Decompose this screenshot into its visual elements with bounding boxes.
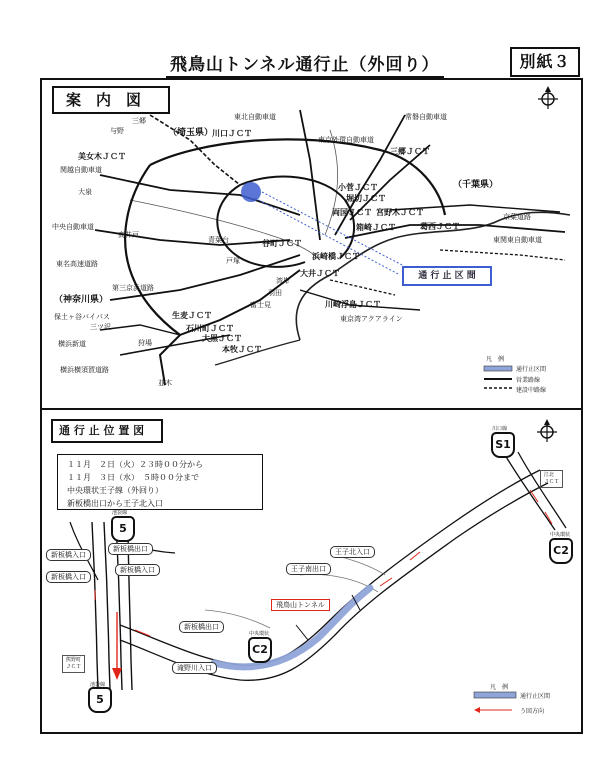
route-shield-c2-right: C2 <box>549 538 573 564</box>
ramp-sign: 王子南出口 <box>286 563 331 575</box>
place-label: 大泉 <box>78 188 92 196</box>
attachment-badge: 別紙３ <box>510 47 580 77</box>
tunnel-label: 飛鳥山トンネル <box>271 599 330 611</box>
shield-caption: 池袋線 <box>112 510 128 516</box>
route-shield-s1: S1 <box>491 432 515 458</box>
expressway-label: 東京外環自動車道 <box>318 136 374 144</box>
schedule-end: １１月 ３日（水） ５時００分まで <box>67 473 199 482</box>
ramp-sign: 新板橋出口 <box>179 621 224 633</box>
expressway-label: 東北自動車道 <box>234 113 276 121</box>
junction-label: 小菅ＪＣＴ <box>338 183 378 192</box>
place-label: 羽田 <box>268 289 282 297</box>
ramp-sign: 新板橋入口 <box>115 564 160 576</box>
expressway-label: 京葉道路 <box>503 213 531 221</box>
expressway-label: 横浜横須賀道路 <box>60 366 109 374</box>
junction-label: 葛西ＪＣＴ <box>420 222 460 231</box>
route-shield-c2-center: C2 <box>248 637 272 663</box>
jct-label: 熊野町 ＪＣＴ <box>62 655 85 673</box>
detail-legend-item: う回方向 <box>520 708 545 715</box>
junction-label: 大井ＪＣＴ <box>300 269 340 278</box>
expressway-label: 第三京浜道路 <box>112 284 154 292</box>
overview-legend-item: 営業路線 <box>516 377 541 384</box>
junction-label: 川口ＪＣＴ <box>212 129 252 138</box>
expressway-label: 横浜新道 <box>58 340 86 348</box>
junction-label: 浜崎橋ＪＣＴ <box>312 252 360 261</box>
junction-label: 川崎浮島ＪＣＴ <box>325 300 381 309</box>
junction-label: 大黒ＪＣＴ <box>202 334 242 343</box>
ramp-sign: 新板橋出口 <box>108 543 153 555</box>
detail-legend-item: 通行止区間 <box>520 693 551 700</box>
expressway-label: 関越自動車道 <box>60 166 102 174</box>
route-shield-5-bottom: 5 <box>88 687 112 713</box>
place-label: 三郷 <box>132 117 146 125</box>
junction-label: 生麦ＪＣＴ <box>172 311 212 320</box>
schedule-start: １１月 ２日（火）２３時００分から <box>67 460 203 469</box>
junction-label: 石川町ＪＣＴ <box>186 324 234 333</box>
junction-label: 谷町ＪＣＴ <box>262 239 302 248</box>
jct-label: 江北 ＪＣＴ <box>540 470 563 488</box>
place-label: 青葉台 <box>208 236 229 244</box>
schedule-box <box>57 454 263 510</box>
expressway-label: 東名高速道路 <box>56 260 98 268</box>
detail-heading: 通 行 止 位 置 図 <box>51 419 163 443</box>
place-label: 湾岸 <box>276 277 290 285</box>
expressway-label: 東京湾アクアライン <box>340 315 403 323</box>
junction-label: 箱崎ＪＣＴ <box>356 223 396 232</box>
overview-legend-title: 凡 例 <box>486 356 505 363</box>
prefecture-chiba: （千葉県） <box>453 180 499 190</box>
place-label: 三ツ沢 <box>90 323 111 331</box>
junction-label: 宮野木ＪＣＴ <box>376 208 424 217</box>
prefecture-kanagawa: （神奈川県） <box>54 295 109 305</box>
ramp-sign: 新板橋入口 <box>46 549 91 561</box>
junction-label: 両国ＪＣＴ <box>332 208 372 217</box>
place-label: 戸塚 <box>226 257 240 265</box>
ramp-sign: 王子北入口 <box>330 546 375 558</box>
ramp-sign: 新板橋入口 <box>46 571 91 583</box>
shield-caption: 川口線 <box>492 426 508 432</box>
junction-label: 三郷ＪＣＴ <box>390 147 430 156</box>
schedule-route: 中央環状王子線（外回り） <box>67 486 163 495</box>
overview-heading: 案 内 図 <box>52 86 170 114</box>
shield-caption: 中央環状 <box>249 631 270 637</box>
shield-caption: 池袋線 <box>90 682 106 688</box>
prefecture-saitama: （埼玉県） <box>168 128 214 138</box>
place-label: 高井戸 <box>118 231 139 239</box>
closure-callout: 通 行 止 区 間 <box>402 266 492 286</box>
place-label: 狩場 <box>138 339 152 347</box>
detail-legend-title: 凡 例 <box>490 684 509 691</box>
place-label: 並木 <box>158 379 172 387</box>
overview-legend-item: 通行止区間 <box>516 366 547 373</box>
expressway-label: 東関東自動車道 <box>493 236 542 244</box>
route-shield-5-top: 5 <box>111 516 135 542</box>
expressway-label: 常磐自動車道 <box>405 113 447 121</box>
junction-label: 堀切ＪＣＴ <box>346 194 386 203</box>
junction-label: 美女木ＪＣＴ <box>78 152 126 161</box>
expressway-label: 保土ヶ谷バイパス <box>54 313 110 321</box>
overview-legend-item: 建設中路線 <box>516 387 547 394</box>
page-title: 飛鳥山トンネル通行止（外回り） <box>166 50 444 78</box>
shield-caption: 中央環状 <box>550 532 571 538</box>
expressway-label: 中央自動車道 <box>52 223 94 231</box>
place-label: 富士見 <box>250 301 271 309</box>
ramp-sign: 滝野川入口 <box>172 662 217 674</box>
place-label: 与野 <box>110 127 124 135</box>
junction-label: 本牧ＪＣＴ <box>222 345 262 354</box>
schedule-section: 新板橋出口から王子北入口 <box>67 499 163 508</box>
